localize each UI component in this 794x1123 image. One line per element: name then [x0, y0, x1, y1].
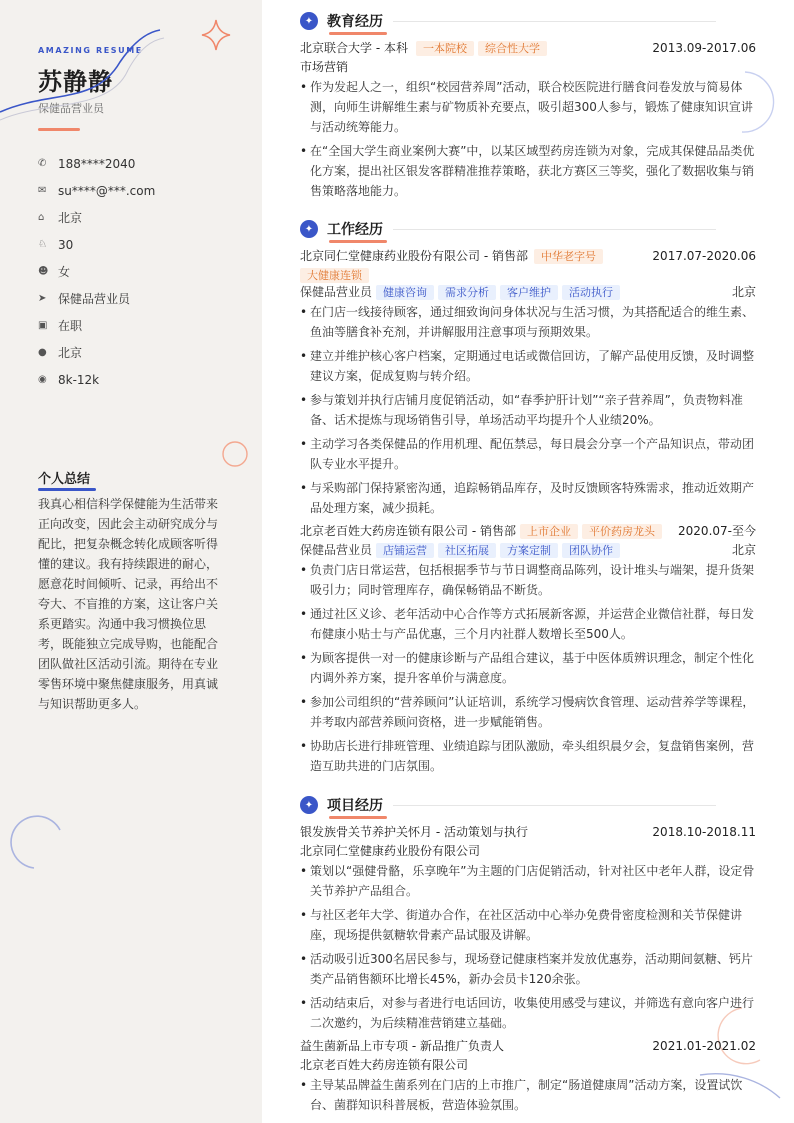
- sparkle-icon: ✦: [300, 220, 318, 238]
- work-section: [300, 218, 756, 776]
- skill-tag: 需求分析: [438, 285, 496, 300]
- contact-info-list: [38, 150, 155, 393]
- school-tag: 一本院校: [416, 41, 474, 56]
- info-text: 北京: [58, 211, 83, 225]
- job-city: 北京: [731, 285, 756, 299]
- send-icon: ➤: [38, 293, 47, 304]
- project-bullets: [300, 861, 756, 1033]
- info-text: 8k-12k: [58, 372, 100, 387]
- section-title-underline: [329, 32, 387, 35]
- major: 市场营销: [300, 60, 349, 74]
- candidate-title: 保健品营业员: [38, 102, 104, 115]
- project-name: 益生菌新品上市专项 - 新品推广负责人: [300, 1039, 504, 1053]
- company-tag: 平价药房龙头: [582, 524, 662, 539]
- role-name: 保健品营业员: [300, 285, 373, 299]
- section-divider: [393, 21, 716, 22]
- project-date: 2021.01-2021.02: [652, 1039, 756, 1053]
- job-bullets: [300, 560, 756, 776]
- skill-tag: 健康咨询: [376, 285, 434, 300]
- education-bullets: [300, 77, 756, 201]
- info-salary: [38, 366, 155, 393]
- school-name: 北京联合大学 - 本科: [300, 41, 408, 55]
- company-tag: 上市企业: [520, 524, 578, 539]
- home-icon: ⌂: [38, 212, 45, 223]
- section-divider: [393, 229, 716, 230]
- job-entry: [300, 247, 756, 518]
- cake-icon: ♘: [38, 239, 47, 250]
- project-header-row: [300, 823, 756, 842]
- job-city: 北京: [731, 543, 756, 557]
- project-org: 北京老百姓大药房连锁有限公司: [300, 1058, 469, 1072]
- list-item: • 与采购部门保持紧密沟通，追踪畅销品库存，及时反馈顾客特殊需求，推动近效期产品处理方案，减少损耗。: [300, 478, 756, 518]
- list-item: • 参与策划并执行店铺月度促销活动，如“春季护肝计划”“亲子营养周”，负责物料准备、话术提炼与现场销售引导，单场活动平均提升个人业绩20%。: [300, 390, 756, 430]
- section-title: 项目经历: [327, 798, 383, 814]
- section-title: 教育经历: [327, 14, 383, 30]
- role-row: [300, 541, 756, 560]
- list-item: • 为顾客提供一对一的健康诊断与产品组合建议，基于中医体质辨识理念，制定个性化内调外养方案，提升客单价与满意度。: [300, 648, 756, 688]
- education-section: [300, 10, 756, 201]
- info-email: [38, 177, 155, 204]
- skill-tag: 方案定制: [500, 543, 558, 558]
- job-entry: [300, 522, 756, 776]
- summary-text: 我真心相信科学保健能为生活带来正向改变，因此会主动研究成分与配比，把复杂概念转化成顾客听得懂的建议。我有持续跟进的耐心，愿意花时间倾听、记录，再给出不夸大、不盲推的方案，这让客户关系更踏实。沟通中我习惯换位思考，既能独立完成导购，也能配合团队做社区活动引流。期待在专业零售环境中聚焦健康服务，用真诚与知识帮助更多人。: [38, 497, 219, 711]
- skill-tag: 团队协作: [562, 543, 620, 558]
- skill-tag: 社区拓展: [438, 543, 496, 558]
- project-date: 2018.10-2018.11: [652, 825, 756, 839]
- list-item: • 负责门店日常运营，包括根据季节与节日调整商品陈列，设计堆头与端架，提升货架吸引力；同时管理库存，确保畅销品不断货。: [300, 560, 756, 600]
- info-text: su****@***.com: [58, 183, 156, 198]
- sparkle-icon: ✦: [300, 12, 318, 30]
- info-text: 女: [58, 265, 71, 279]
- info-age: [38, 231, 155, 258]
- list-item: • 在门店一线接待顾客，通过细致询问身体状况与生活习惯，为其搭配适合的维生素、鱼油等膳食补充剂，并讲解服用注意事项与预期效果。: [300, 302, 756, 342]
- role-name: 保健品营业员: [300, 543, 373, 557]
- resume-tagline: AMAZING RESUME: [38, 46, 143, 55]
- list-item: • 与社区老年大学、街道办合作，在社区活动中心举办免费骨密度检测和关节保健讲座，现场提供氨糖软骨素产品试服及讲解。: [300, 905, 756, 945]
- project-entry: [300, 1037, 756, 1115]
- info-phone: [38, 150, 155, 177]
- sidebar: [0, 0, 262, 1123]
- phone-icon: ✆: [38, 158, 47, 169]
- section-header: [300, 218, 756, 240]
- info-location: [38, 339, 155, 366]
- company-name: 北京老百姓大药房连锁有限公司 - 销售部: [300, 524, 516, 538]
- salary-icon: ◉: [38, 374, 47, 385]
- section-title-underline: [329, 816, 387, 819]
- briefcase-icon: ▣: [38, 320, 48, 331]
- skill-tag: 客户维护: [500, 285, 558, 300]
- project-header-row: [300, 1037, 756, 1056]
- mail-icon: ✉: [38, 185, 47, 196]
- candidate-name: 苏静静: [38, 68, 113, 96]
- summary-title: 个人总结: [38, 472, 91, 487]
- project-entry: [300, 823, 756, 1033]
- job-date: 2017.07-2020.06: [652, 249, 756, 263]
- list-item: • 作为发起人之一，组织“校园营养周”活动，联合校医院进行膳食问卷发放与简易体测，向师生讲解维生素与矿物质补充要点，吸引超300人参与，锻炼了健康知识宣讲与活动统筹能力。: [300, 77, 756, 137]
- info-text: 188****2040: [58, 156, 136, 171]
- list-item: • 主导某品牌益生菌系列在门店的上市推广，制定“肠道健康周”活动方案，设置试饮台、菌群知识科普展板，营造体验氛围。: [300, 1075, 756, 1115]
- education-header-row: [300, 39, 756, 58]
- list-item: • 主动学习各类保健品的作用机理、配伍禁忌，每日晨会分享一个产品知识点，带动团队专业水平提升。: [300, 434, 756, 474]
- info-status: [38, 312, 155, 339]
- projects-section: [300, 794, 756, 1115]
- name-underline: [38, 128, 80, 131]
- job-header-row: [300, 522, 756, 541]
- section-header: [300, 794, 756, 816]
- list-item: • 策划以“强健骨骼，乐享晚年”为主题的门店促销活动，针对社区中老年人群，设定骨关节养护产品组合。: [300, 861, 756, 901]
- project-bullets: [300, 1075, 756, 1115]
- company-name: 北京同仁堂健康药业股份有限公司 - 销售部: [300, 249, 528, 263]
- list-item: • 活动结束后，对参与者进行电话回访，收集使用感受与建议，并筛选有意向客户进行二次邀约，为后续精准营销建立基础。: [300, 993, 756, 1033]
- school-tag: 综合性大学: [478, 41, 547, 56]
- job-bullets: [300, 302, 756, 518]
- job-header-row: [300, 247, 756, 283]
- section-header: [300, 10, 756, 32]
- info-text: 保健品营业员: [58, 292, 131, 306]
- info-text: 在职: [58, 319, 83, 333]
- project-name: 银发族骨关节养护关怀月 - 活动策划与执行: [300, 825, 528, 839]
- list-item: • 建立并维护核心客户档案，定期通过电话或微信回访，了解产品使用反馈，及时调整建议方案，促成复购与转介绍。: [300, 346, 756, 386]
- list-item: • 活动吸引近300名居民参与，现场登记健康档案并发放优惠券，活动期间氨糖、钙片类产品销售额环比增长45%，新办会员卡120余张。: [300, 949, 756, 989]
- info-text: 北京: [58, 346, 83, 360]
- section-title-underline: [329, 240, 387, 243]
- section-divider: [393, 805, 716, 806]
- skill-tag: 店铺运营: [376, 543, 434, 558]
- list-item: • 通过社区义诊、老年活动中心合作等方式拓展新客源，并运营企业微信社群，每日发布健康小贴士与产品优惠，三个月内社群人数增长至500人。: [300, 604, 756, 644]
- summary-underline: [38, 488, 96, 491]
- list-item: • 协助店长进行排班管理、业绩追踪与团队激励，牵头组织晨夕会，复盘销售案例，营造互助共进的门店氛围。: [300, 736, 756, 776]
- role-row: [300, 283, 756, 302]
- education-date: 2013.09-2017.06: [652, 41, 756, 55]
- sparkle-icon: ✦: [300, 796, 318, 814]
- info-gender: [38, 258, 155, 285]
- company-tag: 中华老字号: [534, 249, 603, 264]
- project-org: 北京同仁堂健康药业股份有限公司: [300, 844, 481, 858]
- skill-tag: 活动执行: [562, 285, 620, 300]
- list-item: • 在“全国大学生商业案例大赛”中，以某区域型药房连锁为对象，完成其保健品品类优化方案，提出社区银发客群精准推荐策略，获北方赛区三等奖，强化了数据收集与销售策略落地能力。: [300, 141, 756, 201]
- list-item: • 参加公司组织的“营养顾问”认证培训，系统学习慢病饮食管理、运动营养学等课程，并考取内部营养顾问资格，进一步赋能销售。: [300, 692, 756, 732]
- company-tag: 大健康连锁: [300, 268, 369, 283]
- gender-icon: ☻: [38, 266, 49, 277]
- job-date: 2020.07-至今: [678, 524, 756, 538]
- info-text: 30: [58, 237, 74, 252]
- section-title: 工作经历: [327, 222, 383, 238]
- info-target-job: [38, 285, 155, 312]
- info-hometown: [38, 204, 155, 231]
- location-pin-icon: ●: [38, 347, 47, 358]
